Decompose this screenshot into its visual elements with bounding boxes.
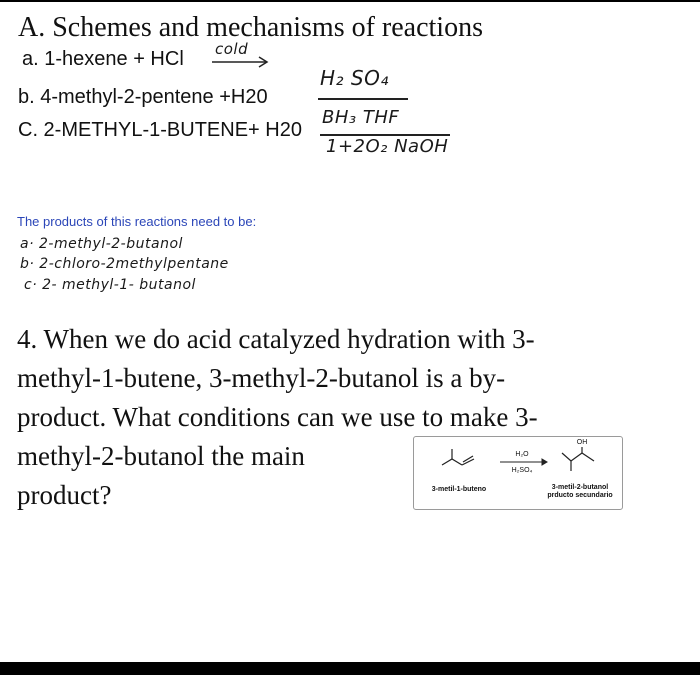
product-structure bbox=[562, 447, 594, 471]
products-heading: The products of this reactions need to be: bbox=[17, 214, 257, 229]
reaction-a-arrow bbox=[210, 56, 270, 68]
section-title: A. Schemes and mechanisms of reactions bbox=[18, 12, 483, 43]
reaction-b-rule bbox=[318, 98, 408, 100]
bottom-border bbox=[0, 662, 700, 675]
reaction-b: b. 4-methyl-2-pentene +H20 bbox=[18, 86, 268, 108]
product-label-line1: 3-metil-2-butanol bbox=[551, 484, 609, 491]
question-line: product. What conditions can we use to make 3- bbox=[17, 402, 538, 432]
question-line: product? bbox=[17, 480, 112, 510]
reaction-scheme-figure bbox=[413, 436, 623, 510]
reactant-label: 3-metil-1-buteno bbox=[431, 486, 487, 493]
reaction-c: C. 2-METHYL-1-BUTENE+ H20 bbox=[18, 119, 302, 141]
reaction-c-condition-top: BH₃ THF bbox=[322, 107, 400, 128]
reaction-c-condition-bottom: 1+2O₂ NaOH bbox=[326, 136, 449, 157]
reaction-b-condition: H₂ SO₄ bbox=[320, 66, 389, 90]
reactant-structure bbox=[442, 449, 474, 465]
question-line: methyl-1-butene, 3-methyl-2-butanol is a by- bbox=[17, 363, 506, 393]
reaction-arrow bbox=[500, 459, 547, 465]
hydroxyl-label: OH bbox=[576, 439, 588, 446]
product-label bbox=[544, 484, 616, 500]
product-label-line2: prducto secundario bbox=[547, 492, 613, 499]
product-b: b· 2-chloro-2methylpentane bbox=[20, 256, 229, 272]
reaction-a: a. 1-hexene + HCl bbox=[22, 48, 184, 70]
question-line: 4. When we do acid catalyzed hydration with 3- bbox=[17, 324, 535, 354]
question-line: methyl-2-butanol the main bbox=[17, 441, 305, 471]
reagent-bottom: H₂SO₄ bbox=[511, 467, 533, 474]
product-c: c· 2- methyl-1- butanol bbox=[24, 277, 196, 293]
top-border bbox=[0, 0, 700, 2]
product-a: a· 2-methyl-2-butanol bbox=[20, 236, 183, 252]
reaction-a-condition: cold bbox=[215, 40, 249, 58]
reagent-top: H₂O bbox=[515, 451, 529, 458]
